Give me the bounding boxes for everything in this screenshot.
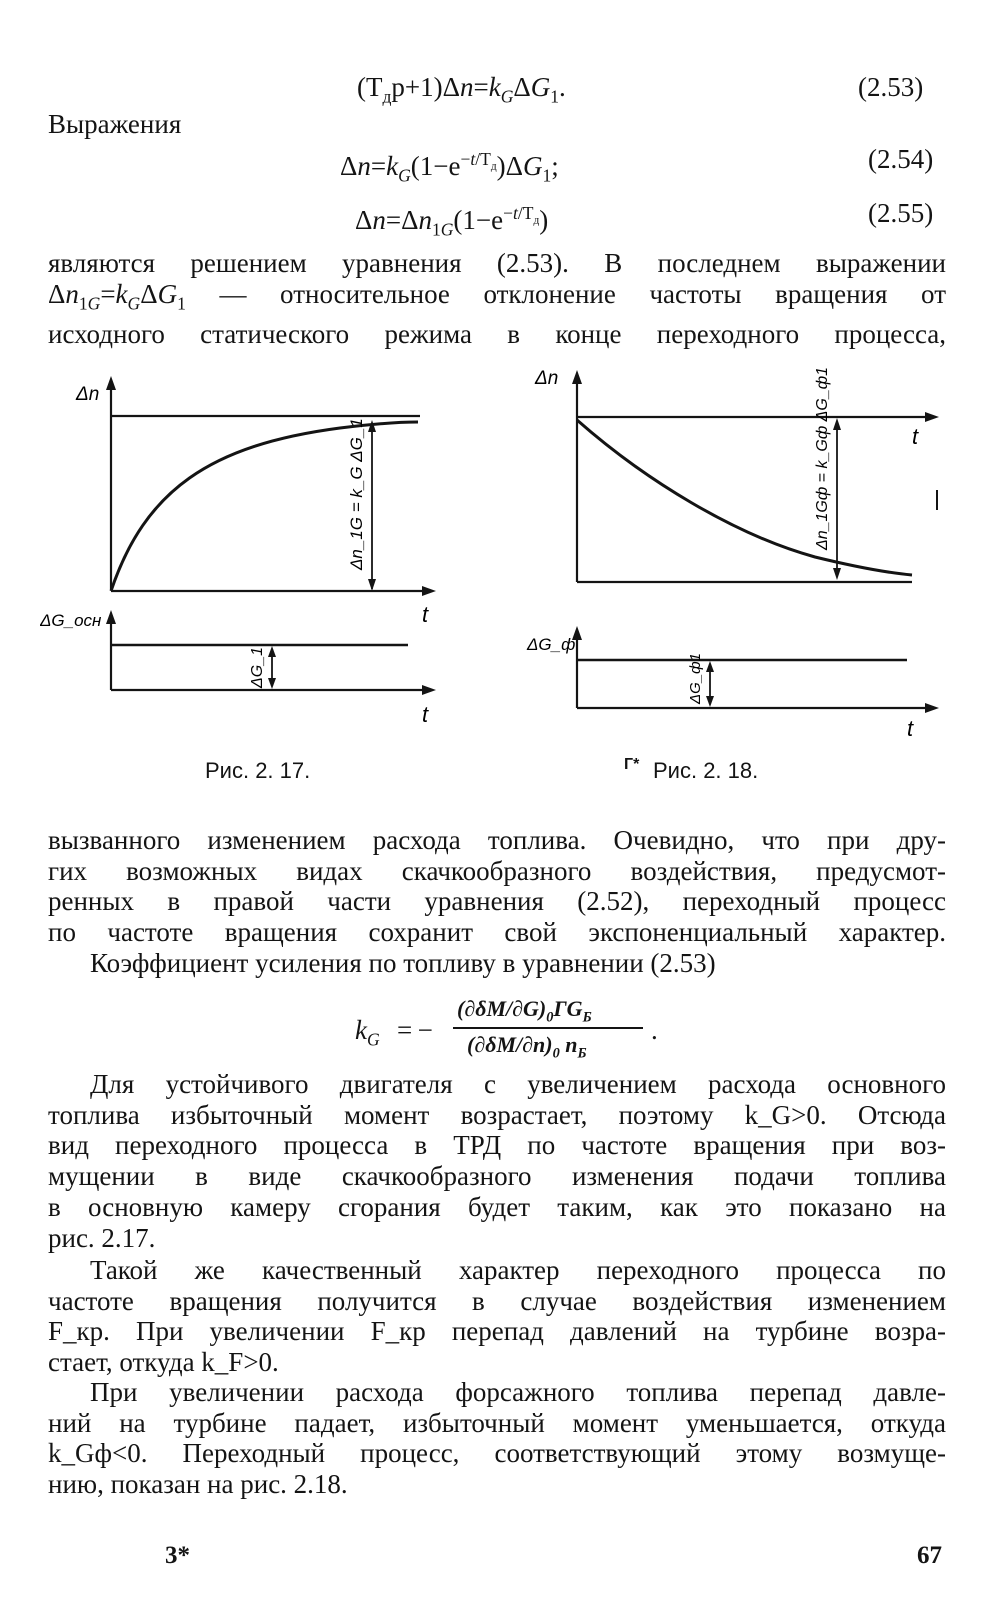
text-line: в основную камеру сгорания будет таким, как это показано на bbox=[48, 1191, 946, 1222]
arrow-icon bbox=[422, 685, 436, 695]
arrow-icon bbox=[106, 376, 116, 390]
text-line: Для устойчивого двигателя с увеличением расхода основного bbox=[90, 1069, 946, 1099]
arrow-icon bbox=[833, 568, 841, 580]
y-axis-label: ΔG_осн bbox=[40, 611, 102, 630]
arrow-icon bbox=[833, 418, 841, 430]
dimension-label: ΔG_ф1 bbox=[687, 653, 704, 704]
text-line: вид переходного процесса в ТРД по частоте вращения при воз- bbox=[48, 1130, 946, 1161]
figure-2-17 bbox=[40, 370, 460, 740]
text-line: топлива избыточный момент возрастает, поэтому k_G>0. Отсюда bbox=[48, 1099, 946, 1130]
text-line: исходного статического режима в конце переходного процесса, bbox=[48, 318, 946, 349]
text-line: являются решением уравнения (2.53). В последнем выражении bbox=[48, 248, 946, 278]
text-line: гих возможных видах скачкообразного воздействия, предусмот- bbox=[48, 855, 946, 886]
figure-2-18 bbox=[515, 360, 955, 750]
x-axis-label: t bbox=[907, 716, 914, 741]
arrow-icon bbox=[268, 646, 276, 657]
page-number: 67 bbox=[917, 1542, 942, 1569]
text-line: по частоте вращения сохранит свой экспоненциальный характер. bbox=[48, 917, 946, 948]
label-expressions: Выражения bbox=[48, 109, 182, 139]
figure-caption: Рис. 2. 17. bbox=[205, 758, 311, 783]
arrow-icon bbox=[706, 696, 714, 707]
text-line: k_Gф<0. Переходный процесс, соответствующий этому возмуще- bbox=[48, 1438, 946, 1469]
equation-2-55: $\Delta n=\Delta n_{1G}(1-e^{-t/T_д})$ bbox=[355, 203, 549, 240]
text-line: вызванного изменением расхода топлива. Очевидно, что при дру- bbox=[48, 825, 946, 855]
figure-caption: Рис. 2. 18. bbox=[653, 758, 759, 783]
y-axis-label: Δn bbox=[535, 368, 559, 389]
equation-number: (2.55) bbox=[868, 198, 934, 228]
x-axis-label: t bbox=[422, 602, 429, 627]
text-line: мущении в виде скачкообразного изменения подачи топлива bbox=[48, 1161, 946, 1192]
y-axis-label: Δn bbox=[76, 384, 100, 405]
paragraph bbox=[48, 1255, 946, 1378]
arrow-icon bbox=[925, 412, 939, 422]
equation-2-53: $(T_дp+1)\Delta n=k_G\Delta G_1$. bbox=[357, 72, 566, 107]
arrow-icon bbox=[706, 661, 714, 672]
figure-caption-mark: Г* bbox=[624, 756, 640, 773]
dimension-label: ΔG_1 bbox=[249, 647, 266, 688]
dimension-label: Δn_1Gф = k_Gф ΔG_ф1 bbox=[814, 367, 831, 550]
equation-number: (2.54) bbox=[868, 144, 934, 174]
text-line: Коэффициент усиления по топливу в уравнении (2.53) bbox=[90, 947, 716, 978]
arrow-icon bbox=[268, 678, 276, 689]
arrow-icon bbox=[368, 579, 376, 591]
arrow-icon bbox=[422, 586, 436, 596]
x-axis-label: t bbox=[912, 424, 919, 449]
paragraph bbox=[48, 1069, 946, 1253]
equation-number: (2.53) bbox=[858, 72, 924, 102]
paragraph bbox=[48, 248, 946, 350]
dimension-label: Δn_1G = k_G ΔG_1 bbox=[347, 418, 366, 570]
arrow-icon bbox=[572, 370, 582, 384]
y-axis-label: ΔG_ф bbox=[527, 635, 576, 654]
text-line: стает, откуда k_F>0. bbox=[48, 1347, 279, 1378]
text-line: частоте вращения получится в случае воздействия изменением bbox=[48, 1285, 946, 1316]
text-line: рис. 2.17. bbox=[48, 1222, 156, 1253]
paragraph bbox=[48, 1377, 946, 1500]
text-line: Такой же качественный характер переходного процесса по bbox=[90, 1255, 946, 1285]
text-line: ний на турбине падает, избыточный момент уменьшается, откуда bbox=[48, 1407, 946, 1438]
signature-mark: 3* bbox=[165, 1542, 190, 1569]
text-line: ренных в правой части уравнения (2.52), переходный процесс bbox=[48, 886, 946, 917]
x-axis-label: t bbox=[422, 702, 429, 727]
arrow-icon bbox=[106, 610, 116, 624]
text-line: F_кр. При увеличении F_кр перепад давлений на турбине возра- bbox=[48, 1316, 946, 1347]
response-curve bbox=[577, 420, 912, 575]
text-line: нию, показан на рис. 2.18. bbox=[48, 1469, 348, 1500]
arrow-icon bbox=[925, 703, 939, 713]
text-line: $\Delta n_{1G}=k_G\Delta G_1$ — относительное отклонение частоты вращения от bbox=[48, 278, 946, 314]
equation-2-54: $\Delta n=k_G(1-e^{-t/T_д})\Delta G_1$; bbox=[340, 149, 559, 186]
text-line: При увеличении расхода форсажного топлива перепад давле- bbox=[90, 1377, 946, 1407]
paragraph bbox=[48, 825, 946, 979]
